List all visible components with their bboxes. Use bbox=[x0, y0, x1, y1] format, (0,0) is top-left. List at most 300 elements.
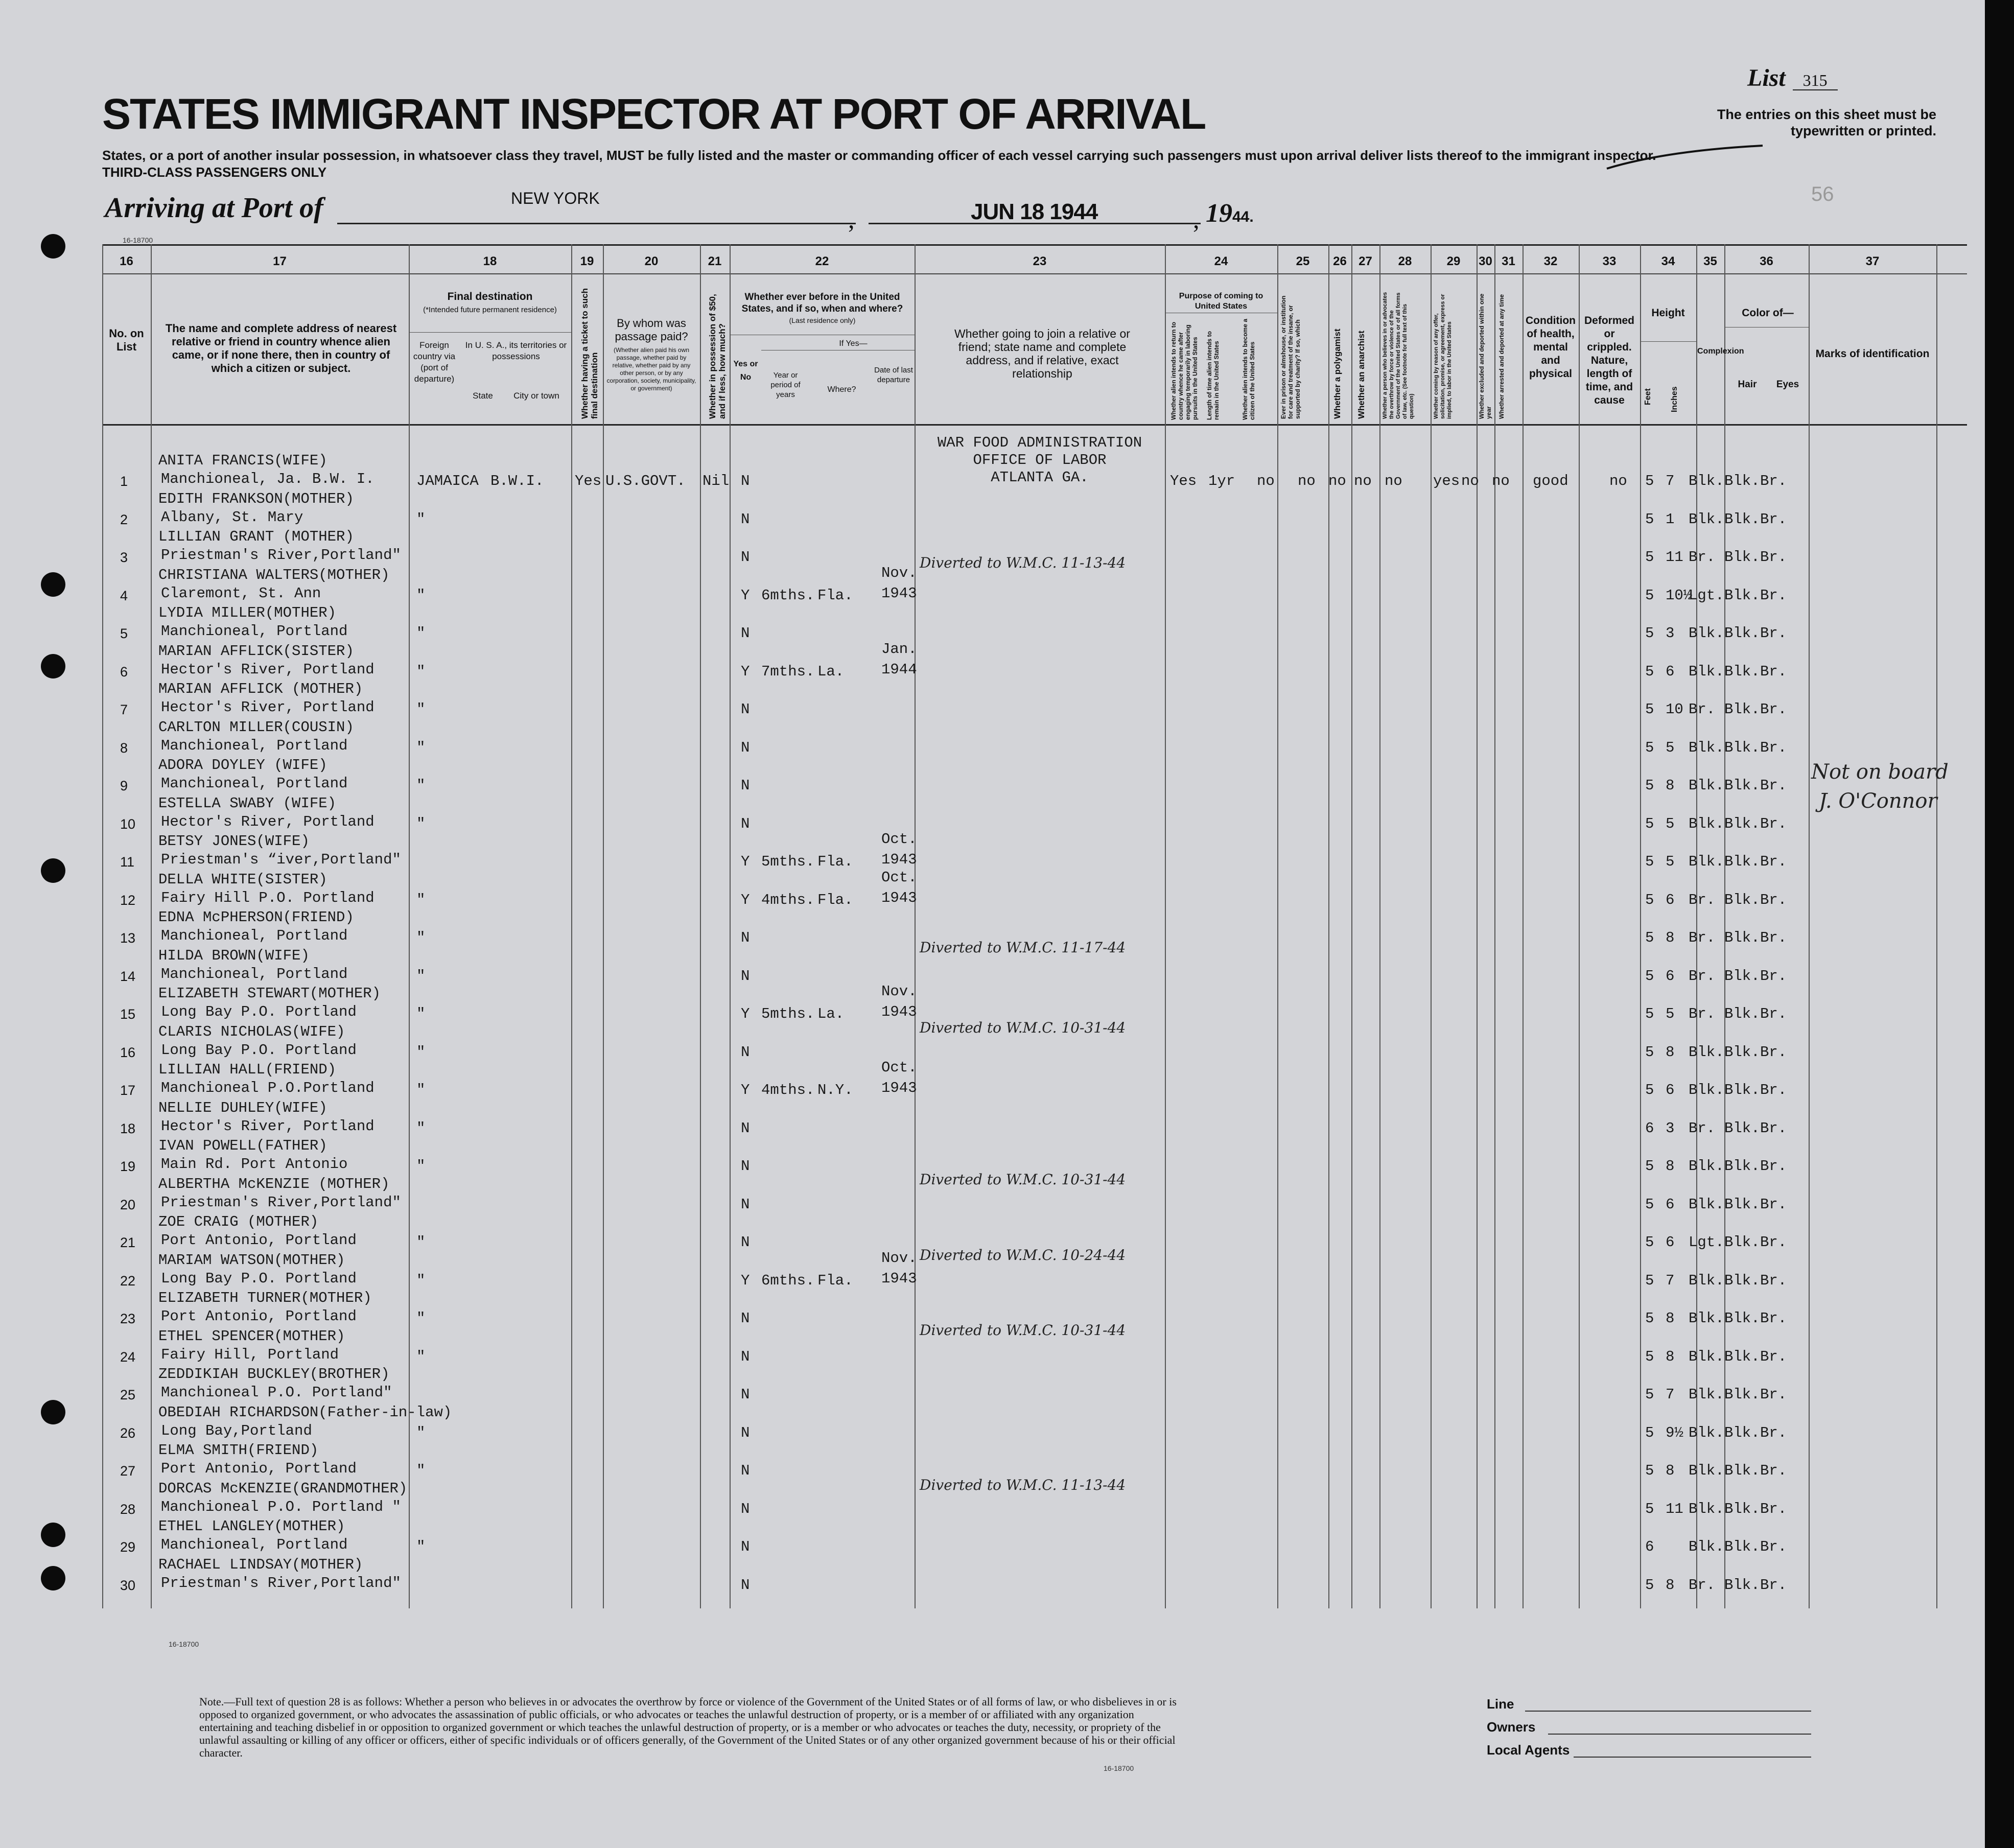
row-number: 2 bbox=[120, 511, 128, 527]
cell-before: Y bbox=[741, 853, 750, 870]
relative-name: IVAN POWELL(FATHER) bbox=[158, 1137, 327, 1154]
cell-period: 4mths. bbox=[761, 1082, 815, 1098]
cell-feet: 5 bbox=[1645, 891, 1654, 908]
cell-complexion: Blk. bbox=[1689, 510, 1724, 528]
cell-inches: 7 bbox=[1666, 1386, 1675, 1403]
cell-address: Priestman's River,Portland" bbox=[161, 1194, 401, 1211]
relative-name: ESTELLA SWABY (WIFE) bbox=[158, 794, 337, 812]
cell-feet: 5 bbox=[1645, 1348, 1654, 1365]
cell-feet: 5 bbox=[1645, 777, 1654, 794]
cell-complexion: Blk. bbox=[1689, 777, 1724, 794]
table-row bbox=[0, 871, 1985, 912]
cell-feet: 5 bbox=[1645, 510, 1654, 528]
arriving-label: Arriving at Port of bbox=[105, 192, 323, 224]
cell-period: 6mths. bbox=[761, 587, 815, 604]
departure-month: Nov. bbox=[881, 1249, 917, 1267]
col-header-labor: Whether coming by reason of any offer, solicitation, promise, or agreement, express or implied, to labor in the United States bbox=[1433, 294, 1453, 419]
relative-name: MARIAM WATSON(MOTHER) bbox=[158, 1251, 345, 1269]
table-row bbox=[0, 1100, 1985, 1140]
cell-eyes: Br. bbox=[1760, 1158, 1787, 1175]
cell-inches: 11 bbox=[1666, 549, 1683, 566]
cell-inches: 6 bbox=[1666, 1082, 1675, 1098]
col-header-prison: Ever in prison or almshouse, or institution for care and treatment of the insane, or supported by charity? If so, which bbox=[1280, 295, 1301, 419]
cell-complexion: Blk. bbox=[1689, 625, 1724, 642]
relative-name: ETHEL LANGLEY(MOTHER) bbox=[158, 1518, 345, 1535]
cell-hair: Blk. bbox=[1724, 510, 1760, 528]
col-header-overthrow: Whether a person who believes in or advocates the overthrow by force or violence of the Government of the United States or of all forms of law, etc. (See footnote for full text of this question) bbox=[1382, 292, 1415, 419]
cell-where: Fla. bbox=[817, 891, 853, 908]
relative-name: ETHEL SPENCER(MOTHER) bbox=[158, 1327, 345, 1345]
col-header-relative: The name and complete address of nearest relative or friend in country whence alien came, or if none there, then in country of which a citizen or subject. bbox=[165, 322, 397, 375]
cell-feet: 5 bbox=[1645, 1196, 1654, 1213]
cell-eyes: Br. bbox=[1760, 625, 1787, 642]
cell-country: " bbox=[416, 967, 426, 985]
cell-inches: 6 bbox=[1666, 1196, 1675, 1213]
relative-name: LILLIAN GRANT (MOTHER) bbox=[158, 528, 354, 545]
cell-money: Nil bbox=[702, 473, 730, 489]
cell-inches: 6 bbox=[1666, 663, 1675, 680]
cell-complexion: Br. bbox=[1689, 891, 1716, 908]
cell-feet: 5 bbox=[1645, 1272, 1654, 1289]
cell-hair: Blk. bbox=[1724, 1576, 1760, 1594]
col-num-20: 20 bbox=[644, 254, 659, 268]
col-num-18: 18 bbox=[483, 254, 497, 268]
cell-complexion: Blk. bbox=[1689, 1348, 1724, 1365]
col-header-foreign: Foreign country via (port of departure) bbox=[413, 340, 456, 384]
col-num-33: 33 bbox=[1602, 254, 1617, 268]
cell-country: " bbox=[416, 625, 426, 642]
cell-eyes: Br. bbox=[1760, 1005, 1787, 1022]
cell-year: 1943 bbox=[881, 1270, 917, 1287]
cell-hair: Blk. bbox=[1724, 1310, 1760, 1327]
cell-period: 4mths. bbox=[761, 891, 815, 908]
cell-where: La. bbox=[817, 663, 845, 680]
cell-eyes: Br. bbox=[1760, 1082, 1787, 1098]
relative-name: EDNA McPHERSON(FRIEND) bbox=[158, 909, 354, 926]
cell-year: 1943 bbox=[881, 1003, 917, 1020]
cell-complexion: Blk. bbox=[1689, 1272, 1724, 1289]
cell-feet: 5 bbox=[1645, 929, 1654, 946]
cell-before: N bbox=[741, 1576, 750, 1594]
col-header-purpose: Purpose of coming to United States bbox=[1179, 292, 1263, 311]
cell-eyes: Br. bbox=[1760, 967, 1787, 985]
cell-eyes: Br. bbox=[1760, 701, 1787, 718]
col-header-inches: Inches bbox=[1670, 386, 1679, 413]
relative-name: NELLIE DUHLEY(WIFE) bbox=[158, 1099, 327, 1116]
cell-hair: Blk. bbox=[1724, 891, 1760, 908]
cell-country: " bbox=[416, 1424, 426, 1441]
cell-inches: 5 bbox=[1666, 1005, 1675, 1022]
cell-eyes: Br. bbox=[1760, 815, 1787, 832]
cell-address: Manchioneal, Ja. B.W. I. bbox=[161, 471, 374, 487]
relative-name: CLARIS NICHOLAS(WIFE) bbox=[158, 1023, 345, 1040]
cell-feet: 5 bbox=[1645, 1462, 1654, 1479]
relative-name: HILDA BROWN(WIFE) bbox=[158, 947, 310, 964]
row-number: 13 bbox=[120, 930, 136, 946]
cell-hair: Blk. bbox=[1724, 1196, 1760, 1213]
col-header-anarchist: Whether an anarchist bbox=[1356, 331, 1366, 419]
cell-address: Manchioneal P.O. Portland" bbox=[161, 1384, 392, 1401]
table-row bbox=[0, 681, 1985, 721]
cell-complexion: Blk. bbox=[1689, 1043, 1724, 1061]
cell-hair: Blk. bbox=[1724, 1234, 1760, 1251]
col-num-34: 34 bbox=[1661, 254, 1675, 268]
cell-eyes: Br. bbox=[1760, 739, 1787, 756]
col-header-if-yes: If Yes— bbox=[839, 339, 868, 348]
table-row bbox=[0, 1366, 1985, 1407]
cell-feet: 5 bbox=[1645, 1500, 1654, 1517]
diverted-note: Diverted to W.M.C. 10-31-44 bbox=[920, 1171, 1126, 1188]
cell-before: N bbox=[741, 815, 750, 832]
owners-label: Owners bbox=[1487, 1719, 1536, 1735]
cell-country: " bbox=[416, 663, 426, 680]
cell-complexion: Blk. bbox=[1689, 1500, 1724, 1517]
col-num-27: 27 bbox=[1359, 254, 1372, 268]
relative-name: OBEDIAH RICHARDSON(Father-in-law) bbox=[158, 1403, 452, 1421]
cell-country: " bbox=[416, 1234, 426, 1251]
cell-state: B.W.I. bbox=[490, 473, 544, 489]
col-header-no: No. on List bbox=[109, 327, 144, 353]
relative-name: RACHAEL LINDSAY(MOTHER) bbox=[158, 1556, 363, 1573]
cell-inches: 1 bbox=[1666, 510, 1675, 528]
cell-eyes: Br. bbox=[1760, 1500, 1787, 1517]
cell-where: Fla. bbox=[817, 1272, 853, 1289]
col-header-deported: Whether arrested and deported at any time bbox=[1498, 294, 1505, 419]
col-num-21: 21 bbox=[708, 254, 722, 268]
cell-address: Hector's River, Portland bbox=[161, 699, 374, 716]
cell-address: Manchioneal, Portland bbox=[161, 623, 348, 640]
cell-address: Port Antonio, Portland bbox=[161, 1308, 357, 1325]
cell-before: N bbox=[741, 1538, 750, 1555]
cell-country: JAMAICA bbox=[416, 473, 479, 489]
row-number: 14 bbox=[120, 968, 136, 984]
col-header-destination: Final destination (*Intended future permanent residence) bbox=[423, 291, 557, 314]
cell-country: " bbox=[416, 1538, 426, 1555]
relative-name: BETSY JONES(WIFE) bbox=[158, 833, 310, 850]
list-number: List 315 bbox=[1747, 64, 1838, 92]
row-number: 21 bbox=[120, 1235, 136, 1250]
cell-inches: 8 bbox=[1666, 777, 1675, 794]
table-row bbox=[0, 604, 1985, 645]
col-num-26: 26 bbox=[1333, 254, 1347, 268]
relative-name: DELLA WHITE(SISTER) bbox=[158, 871, 327, 888]
cell-inches: 10 bbox=[1666, 701, 1683, 718]
row-number: 27 bbox=[120, 1463, 136, 1479]
cell-complexion: Blk. bbox=[1689, 1082, 1724, 1098]
table-row bbox=[0, 1518, 1985, 1559]
cell-complexion: Br. bbox=[1689, 1005, 1716, 1022]
table-row bbox=[0, 719, 1985, 760]
cell-before: Y bbox=[741, 663, 750, 680]
cell-feet: 5 bbox=[1645, 815, 1654, 832]
cell-address: Fairy Hill, Portland bbox=[161, 1346, 339, 1363]
cell-hair: Blk. bbox=[1724, 549, 1760, 566]
col-num-25: 25 bbox=[1296, 254, 1310, 268]
cell-inches: 8 bbox=[1666, 929, 1675, 946]
col-num-28: 28 bbox=[1398, 254, 1412, 268]
relative-name: LYDIA MILLER(MOTHER) bbox=[158, 604, 337, 621]
col-header-yes-no: Yes or No bbox=[733, 360, 758, 382]
footnote: Note.—Full text of question 28 is as follows: Whether a person who believes in or advocates the overthrow by force or violence of the Government of the United States or of all forms of law, or who disbelieves in or is opposed to organized government, or who advocates the assassination of public officials, or who advocates or teaches the unlawful destruction of property, or is a member of or affiliated with any organization entertaining and teaching disbelief in or opposition to organized government or which teaches the unlawful destruction of property, or is a member or who advocates or teaches the duty, necessity, or propriety of the unlawful assaulting or killing of any officer or officers, either of specific individuals or of officers generally, of the Government of the United States or of any other organized government because of his or their official character. bbox=[199, 1695, 1177, 1759]
table-row bbox=[0, 640, 1985, 684]
cell-labor: yes bbox=[1433, 473, 1460, 489]
col-header-purpose-b: Length of time alien intends to remain in the United States bbox=[1206, 331, 1220, 420]
cell-excluded: no bbox=[1461, 473, 1479, 489]
cell-before: N bbox=[741, 1043, 750, 1061]
cell-address: Manchioneal, Portland bbox=[161, 927, 348, 944]
table-row bbox=[0, 1061, 1985, 1102]
col-header-money: Whether in possession of $50, and if less, how much? bbox=[708, 294, 727, 419]
cell-feet: 5 bbox=[1645, 549, 1654, 566]
cell-complexion: Blk. bbox=[1689, 1424, 1724, 1441]
cell-complexion: Blk. bbox=[1689, 663, 1724, 680]
cell-feet: 5 bbox=[1645, 1043, 1654, 1061]
cell-hair: Blk. bbox=[1724, 1500, 1760, 1517]
cell-address: Port Antonio, Portland bbox=[161, 1232, 357, 1249]
cell-hair: Blk. bbox=[1724, 853, 1760, 870]
col-header-date: Date of last departure bbox=[874, 366, 913, 384]
cell-before: N bbox=[741, 929, 750, 946]
cell-country: " bbox=[416, 929, 426, 946]
cell-overthrow: no bbox=[1385, 473, 1402, 489]
row-number: 28 bbox=[120, 1501, 136, 1517]
relative-name: ZEDDIKIAH BUCKLEY(BROTHER) bbox=[158, 1366, 390, 1383]
cell-before: N bbox=[741, 1310, 750, 1327]
row-number: 5 bbox=[120, 626, 128, 641]
cell-eyes: Br. bbox=[1760, 1272, 1787, 1289]
cell-inches: 8 bbox=[1666, 1462, 1675, 1479]
cell-before: N bbox=[741, 1234, 750, 1251]
cell-period: 7mths. bbox=[761, 663, 815, 680]
cell-inches: 9½ bbox=[1666, 1424, 1683, 1441]
col-header-complexion: Complexion bbox=[1697, 347, 1744, 356]
cell-anarchist: no bbox=[1354, 473, 1372, 489]
diverted-note: Diverted to W.M.C. 10-24-44 bbox=[920, 1247, 1126, 1264]
cell-eyes: Br. bbox=[1760, 1043, 1787, 1061]
cell-address: Hector's River, Portland bbox=[161, 1117, 374, 1135]
row-number: 29 bbox=[120, 1539, 136, 1555]
col-header-height: Height bbox=[1651, 307, 1685, 319]
cell-feet: 5 bbox=[1645, 1005, 1654, 1022]
table-header-rule bbox=[102, 424, 1967, 426]
cell-address: Long Bay P.O. Portland bbox=[161, 1041, 357, 1059]
cell-complexion: Blk. bbox=[1689, 1310, 1724, 1327]
cell-hair: Blk. bbox=[1724, 967, 1760, 985]
page-mark: 56 bbox=[1811, 183, 1834, 205]
cell-address: Long Bay,Portland bbox=[161, 1422, 312, 1439]
cell-feet: 5 bbox=[1645, 625, 1654, 642]
not-on-board-note: Not on board bbox=[1811, 760, 1949, 784]
cell-address: Manchioneal, Portland bbox=[161, 775, 348, 792]
port-line bbox=[337, 223, 856, 224]
col-header-polygamist: Whether a polygamist bbox=[1332, 329, 1342, 419]
cell-inches: 11 bbox=[1666, 1500, 1683, 1517]
cell-hair: Blk. bbox=[1724, 1082, 1760, 1098]
diverted-note: Diverted to W.M.C. 11-13-44 bbox=[920, 1477, 1126, 1493]
cell-year: 1944 bbox=[881, 661, 917, 678]
col-header-where: Where? bbox=[827, 385, 856, 394]
cell-address: Manchioneal P.O. Portland " bbox=[161, 1498, 401, 1515]
cell-country: " bbox=[416, 1043, 426, 1061]
cell-inches: 5 bbox=[1666, 815, 1675, 832]
cell-eyes: Br. bbox=[1760, 777, 1787, 794]
col-num-24: 24 bbox=[1214, 254, 1228, 268]
cell-before: Y bbox=[741, 587, 750, 604]
col-header-feet: Feet bbox=[1644, 388, 1652, 406]
cell-feet: 5 bbox=[1645, 1082, 1654, 1098]
cell-address: Claremont, St. Ann bbox=[161, 584, 321, 602]
cell-before: N bbox=[741, 1462, 750, 1479]
relative-name: MARIAN AFFLICK(SISTER) bbox=[158, 642, 354, 660]
col-num-35: 35 bbox=[1703, 254, 1717, 268]
col-header-period: Year or period of years bbox=[770, 371, 801, 399]
relative-name: ANITA FRANCIS(WIFE) bbox=[158, 452, 327, 469]
row-number: 4 bbox=[120, 588, 128, 603]
cell-hair: Blk. bbox=[1724, 1538, 1760, 1555]
diverted-note: Diverted to W.M.C. 10-31-44 bbox=[920, 1322, 1126, 1339]
cell-where: Fla. bbox=[817, 853, 853, 870]
cell-feet: 6 bbox=[1645, 1119, 1654, 1137]
cell-feet: 5 bbox=[1645, 1576, 1654, 1594]
officer-signature: J. O'Connor bbox=[1819, 789, 1937, 813]
cell-hair: Blk. bbox=[1724, 473, 1760, 489]
cell-health: good bbox=[1533, 473, 1568, 489]
cell-hair: Blk. bbox=[1724, 929, 1760, 946]
diverted-note: Diverted to W.M.C. 11-17-44 bbox=[920, 939, 1126, 956]
cell-country: " bbox=[416, 1082, 426, 1098]
date-stamp: JUN 18 1944 bbox=[971, 199, 1098, 224]
col-header-city: City or town bbox=[513, 391, 559, 401]
cell-feet: 5 bbox=[1645, 1310, 1654, 1327]
table-row bbox=[0, 757, 1985, 798]
cell-before: N bbox=[741, 1500, 750, 1517]
col-num-36: 36 bbox=[1760, 254, 1773, 268]
row-number: 1 bbox=[120, 474, 128, 489]
cell-inches: 8 bbox=[1666, 1348, 1675, 1365]
cell-complexion: Blk. bbox=[1689, 739, 1724, 756]
cell-before: N bbox=[741, 1386, 750, 1403]
cell-inches: 7 bbox=[1666, 473, 1675, 489]
row-number: 3 bbox=[120, 550, 128, 565]
cell-before: N bbox=[741, 739, 750, 756]
relative-name: CHRISTIANA WALTERS(MOTHER) bbox=[158, 566, 390, 583]
col-header-before: Whether ever before in the United States, and if so, when and where? (Last residence only) bbox=[741, 292, 903, 324]
col-header-purpose-a: Whether alien intends to return to country whence he came after engaging temporarily in laboring pursuits in the United States bbox=[1170, 321, 1199, 420]
cell-complexion: Blk. bbox=[1689, 815, 1724, 832]
cell-complexion: Br. bbox=[1689, 1576, 1716, 1594]
row-number: 19 bbox=[120, 1159, 136, 1174]
cell-country: " bbox=[416, 701, 426, 718]
cell-address: Fairy Hill P.O. Portland bbox=[161, 889, 374, 906]
cell-hair: Blk. bbox=[1724, 1158, 1760, 1175]
cell-country: " bbox=[416, 891, 426, 908]
row-number: 10 bbox=[120, 816, 136, 832]
cell-address: Albany, St. Mary bbox=[161, 508, 303, 526]
col-header-eyes: Eyes bbox=[1776, 379, 1799, 390]
colnum-rule bbox=[102, 273, 1967, 274]
row-number: 24 bbox=[120, 1349, 136, 1365]
col-num-32: 32 bbox=[1543, 254, 1558, 268]
cell-period: 6mths. bbox=[761, 1272, 815, 1289]
cell-hair: Blk. bbox=[1724, 1272, 1760, 1289]
row-number: 18 bbox=[120, 1120, 136, 1136]
departure-month: Nov. bbox=[881, 564, 917, 581]
row-number: 22 bbox=[120, 1273, 136, 1289]
cell-eyes: Br. bbox=[1760, 1119, 1787, 1137]
cell-address: Port Antonio, Portland bbox=[161, 1460, 357, 1477]
col-num-37: 37 bbox=[1865, 254, 1880, 268]
col-header-excluded: Whether excluded and deported within one year bbox=[1478, 293, 1492, 419]
cell-hair: Blk. bbox=[1724, 1424, 1760, 1441]
cell-address: Manchioneal, Portland bbox=[161, 1536, 348, 1553]
cell-before: N bbox=[741, 967, 750, 985]
cell-country: " bbox=[416, 815, 426, 832]
year-field: 1944. bbox=[1206, 199, 1254, 228]
cell-feet: 6 bbox=[1645, 1538, 1654, 1555]
col-header-paid: By whom was passage paid? (Whether alien paid his own passage, whether paid by relative, whether paid by any other person, or by any corporation, society, municipality, or government) bbox=[606, 317, 696, 392]
cell-inches: 6 bbox=[1666, 891, 1675, 908]
relative-name: ELIZABETH TURNER(MOTHER) bbox=[158, 1290, 372, 1306]
col-header-ticket: Whether having a ticket to such final destination bbox=[580, 288, 599, 419]
cell-eyes: Br. bbox=[1760, 929, 1787, 946]
cell-address: Long Bay P.O. Portland bbox=[161, 1270, 357, 1287]
col-num-31: 31 bbox=[1502, 254, 1515, 268]
cell-country: " bbox=[416, 1272, 426, 1289]
col-header-color: Color of— bbox=[1742, 307, 1794, 319]
cell-address: Priestman's River,Portland" bbox=[161, 547, 401, 564]
cell-eyes: Br. bbox=[1760, 1196, 1787, 1213]
col-header-hair: Hair bbox=[1738, 379, 1757, 390]
cell-country: " bbox=[416, 510, 426, 528]
col-header-marks: Marks of identification bbox=[1815, 348, 1930, 360]
row-number: 15 bbox=[120, 1007, 136, 1022]
cell-complexion: Blk. bbox=[1689, 1158, 1724, 1175]
cell-eyes: Br. bbox=[1760, 473, 1787, 489]
row-number: 26 bbox=[120, 1425, 136, 1441]
form-code-footer: 16-18700 bbox=[1104, 1764, 1134, 1772]
cell-feet: 5 bbox=[1645, 1234, 1654, 1251]
cell-feet: 5 bbox=[1645, 1386, 1654, 1403]
cell-paid: U.S.GOVT. bbox=[605, 473, 686, 489]
relative-name: ALBERTHA McKENZIE (MOTHER) bbox=[158, 1175, 390, 1192]
entries-note: The entries on this sheet must be typewritten or printed. bbox=[1717, 107, 1936, 138]
joining-employer: WAR FOOD ADMINISTRATION OFFICE OF LABOR ATLANTA GA. bbox=[937, 434, 1142, 486]
cell-year: 1943 bbox=[881, 1080, 917, 1096]
cell-before: N bbox=[741, 701, 750, 718]
cell-inches: 8 bbox=[1666, 1576, 1675, 1594]
cell-complexion: Br. bbox=[1689, 549, 1716, 566]
cell-hair: Blk. bbox=[1724, 587, 1760, 604]
row-number: 25 bbox=[120, 1387, 136, 1402]
cell-hair: Blk. bbox=[1724, 625, 1760, 642]
punch-hole bbox=[41, 234, 65, 259]
cell-hair: Blk. bbox=[1724, 1348, 1760, 1365]
departure-month: Oct. bbox=[881, 831, 917, 848]
col-header-purpose-c: Whether alien intends to become a citizen of the United States bbox=[1242, 318, 1256, 420]
departure-month: Oct. bbox=[881, 1059, 917, 1076]
cell-eyes: Br. bbox=[1760, 1424, 1787, 1441]
port-value: NEW YORK bbox=[511, 189, 600, 207]
col-header-deformed: Deformed or crippled. Nature, length of time, and cause bbox=[1584, 315, 1635, 406]
cell-length: 1yr bbox=[1208, 473, 1235, 489]
cell-eyes: Br. bbox=[1760, 587, 1787, 604]
cell-polygamist: no bbox=[1328, 473, 1346, 489]
cell-country: " bbox=[416, 1310, 426, 1327]
cell-eyes: Br. bbox=[1760, 1234, 1787, 1251]
cell-before: Y bbox=[741, 1082, 750, 1098]
departure-month: Nov. bbox=[881, 983, 917, 1000]
cell-complexion: Br. bbox=[1689, 701, 1716, 718]
